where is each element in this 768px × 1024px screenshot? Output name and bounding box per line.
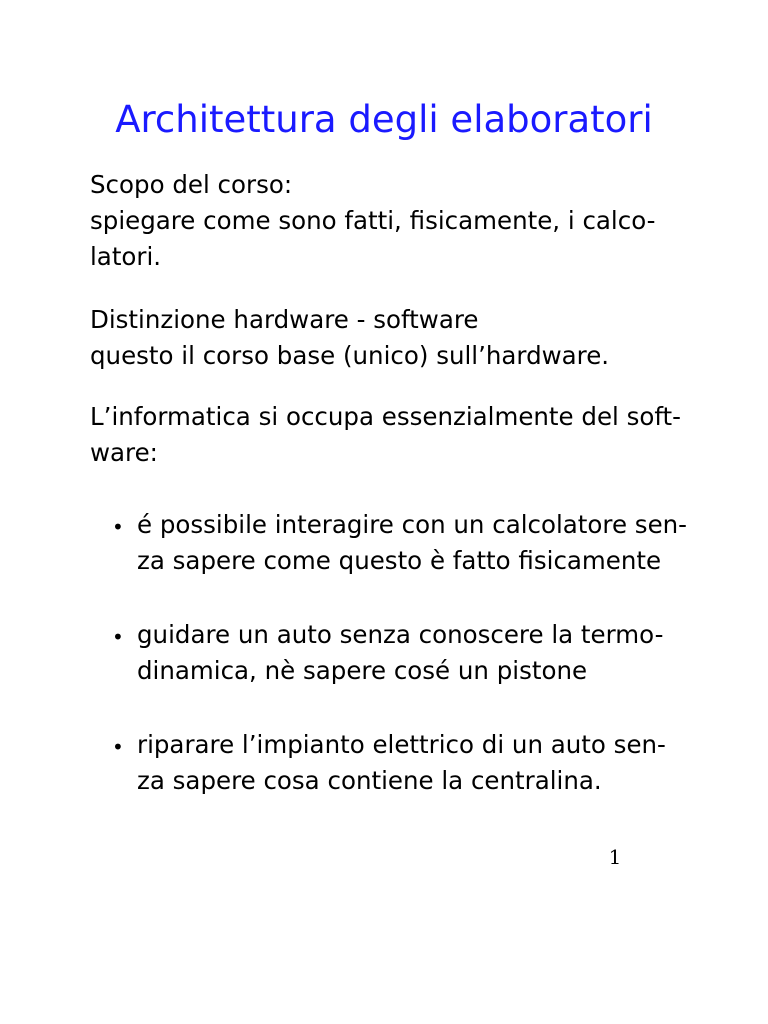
paragraph-line: Scopo del corso: [90, 170, 293, 199]
list-item-line: riparare l’impianto elettrico di un auto sen- [137, 730, 666, 759]
list-item-line: za sapere cosa contiene la centralina. [137, 766, 602, 795]
bullet-icon: • [112, 515, 124, 539]
paragraph-line: ware: [90, 438, 158, 467]
paragraph-line: Distinzione hardware - software [90, 305, 479, 334]
bullet-icon: • [112, 735, 124, 759]
paragraph-line: spiegare come sono fatti, fisicamente, i calco- [90, 206, 656, 235]
list-item-line: dinamica, nè sapere cosé un pistone [137, 656, 588, 685]
list-item-line: za sapere come questo è fatto fisicamente [137, 546, 662, 575]
list-item-line: guidare un auto senza conoscere la termo- [137, 620, 664, 649]
page-number: 1 [608, 845, 622, 869]
list-item-line: é possibile interagire con un calcolatore sen- [137, 510, 688, 539]
paragraph-line: L’informatica si occupa essenzialmente del soft- [90, 402, 682, 431]
slide-title: Architettura degli elaboratori [115, 98, 653, 141]
paragraph-line: questo il corso base (unico) sull’hardware. [90, 341, 610, 370]
bullet-icon: • [112, 625, 124, 649]
paragraph-line: latori. [90, 242, 162, 271]
